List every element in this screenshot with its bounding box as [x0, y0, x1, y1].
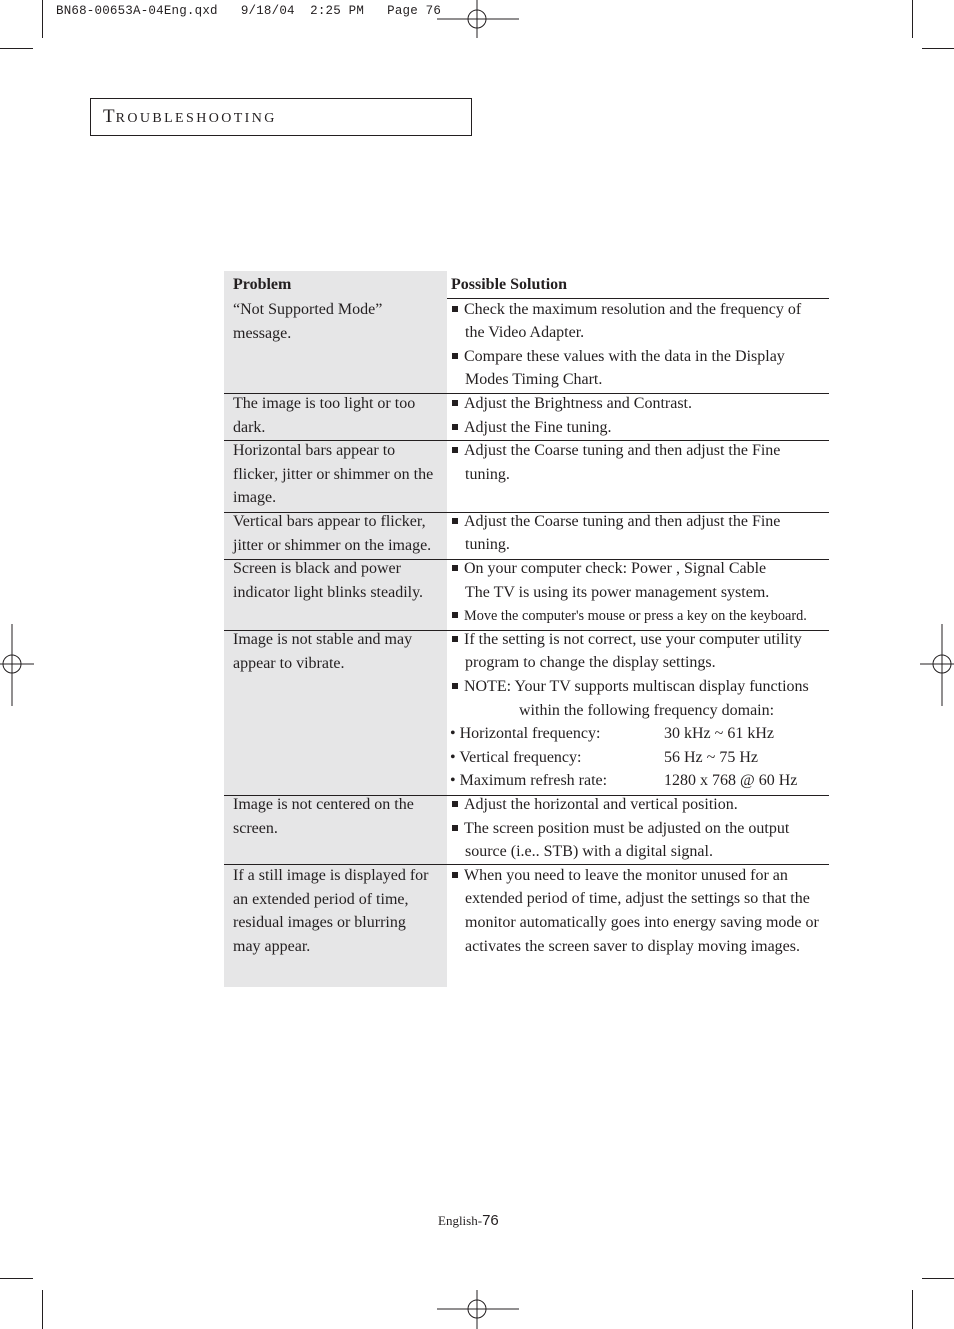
table-row-problem	[233, 628, 448, 675]
spec-value: 1280 x 768 @ 60 Hz	[664, 772, 798, 789]
solution-line: The screen position must be adjusted on the output	[452, 817, 789, 841]
column-header-solution: Possible Solution	[451, 276, 568, 293]
square-bullet-icon	[452, 447, 458, 453]
crop-mark-bottom-right-v	[912, 1290, 913, 1329]
solution-line: tuning.	[465, 466, 510, 483]
square-bullet-icon	[452, 565, 458, 571]
solution-line: Check the maximum resolution and the frequency of	[452, 298, 801, 322]
solution-line: Adjust the horizontal and vertical position.	[452, 793, 738, 817]
spec-label: • Vertical frequency:	[450, 749, 582, 766]
square-bullet-icon	[452, 683, 458, 689]
solution-line: extended period of time, adjust the settings so that the	[465, 890, 810, 907]
solution-line: Adjust the Coarse tuning and then adjust the Fine	[452, 510, 780, 534]
spec-label: • Maximum refresh rate:	[450, 772, 608, 789]
problem-line: flicker, jitter or shimmer on the	[233, 465, 434, 483]
problem-line: Image is not centered on the	[233, 796, 414, 813]
page-footer	[438, 1212, 499, 1229]
registration-mark-top-icon	[437, 0, 519, 38]
solution-line: tuning.	[465, 536, 510, 553]
solution-line: Modes Timing Chart.	[465, 371, 603, 388]
square-bullet-icon	[452, 612, 458, 618]
section-title	[103, 106, 277, 128]
column-header-problem: Problem	[233, 276, 292, 293]
footer-language: English-	[438, 1213, 483, 1228]
solution-line: If the setting is not correct, use your computer utility	[452, 628, 802, 652]
problem-line: Screen is black and power	[233, 560, 401, 577]
problem-line: appear to vibrate.	[233, 654, 345, 672]
solution-line: When you need to leave the monitor unused for an	[452, 864, 788, 888]
table-row-problem	[233, 510, 448, 557]
print-slug: BN68-00653A-04Eng.qxd 9/18/04 2:25 PM Page 76	[56, 4, 442, 18]
square-bullet-icon	[452, 872, 458, 878]
crop-mark-bottom-left-v	[42, 1290, 43, 1329]
square-bullet-icon	[452, 801, 458, 807]
table-row-problem	[233, 864, 448, 958]
solution-line: activates the screen saver to display moving images.	[465, 938, 801, 955]
problem-line: jitter or shimmer on the image.	[233, 536, 432, 554]
square-bullet-icon	[452, 825, 458, 831]
square-bullet-icon	[452, 306, 458, 312]
problem-line: residual images or blurring	[233, 914, 406, 931]
solution-line: within the following frequency domain:	[519, 702, 775, 719]
page-number: 76	[482, 1212, 499, 1229]
solution-line: Adjust the Fine tuning.	[452, 416, 612, 440]
problem-line: indicator light blinks steadily.	[233, 583, 424, 601]
solution-line: program to change the display settings.	[465, 654, 716, 671]
table-row-problem	[233, 392, 448, 439]
solution-line: the Video Adapter.	[465, 324, 585, 341]
crop-mark-top-left-h	[0, 48, 33, 49]
registration-mark-right-icon	[920, 624, 954, 706]
solution-line: source (i.e.. STB) with a digital signal.	[465, 843, 713, 860]
problem-line: image.	[233, 489, 277, 506]
crop-mark-top-right-v	[912, 0, 913, 38]
problem-line: The image is too light or too	[233, 395, 416, 412]
problem-line: dark.	[233, 418, 266, 436]
solution-line: Adjust the Coarse tuning and then adjust the Fine	[452, 439, 780, 463]
solution-line: monitor automatically goes into energy saving mode or	[465, 914, 819, 931]
solution-line: NOTE: Your TV supports multiscan display functions	[452, 675, 809, 699]
section-title-rest: ROUBLESHOOTING	[115, 111, 277, 126]
spec-label: • Horizontal frequency:	[450, 725, 601, 742]
problem-line: Image is not stable and may	[233, 631, 413, 648]
spec-value: 56 Hz ~ 75 Hz	[664, 749, 758, 766]
crop-mark-top-left-v	[42, 0, 43, 38]
square-bullet-icon	[452, 353, 458, 359]
table-row-problem	[233, 439, 448, 510]
square-bullet-icon	[452, 400, 458, 406]
crop-mark-bottom-left-h	[0, 1278, 33, 1279]
problem-line: Vertical bars appear to flicker,	[233, 513, 426, 530]
section-title-initial: T	[103, 106, 116, 127]
table-row-problem	[233, 793, 448, 840]
solution-line: The TV is using its power management system.	[465, 584, 770, 601]
square-bullet-icon	[452, 636, 458, 642]
crop-mark-top-right-h	[922, 48, 954, 49]
registration-mark-bottom-icon	[437, 1290, 519, 1329]
solution-line: On your computer check: Power , Signal Cable	[452, 557, 766, 581]
table-row-problem	[233, 298, 448, 345]
problem-line: Horizontal bars appear to	[233, 442, 396, 459]
problem-line: may appear.	[233, 937, 311, 955]
square-bullet-icon	[452, 518, 458, 524]
table-row-problem	[233, 557, 448, 604]
problem-line: an extended period of time,	[233, 890, 409, 908]
problem-line: If a still image is displayed for	[233, 867, 429, 884]
registration-mark-left-icon	[0, 624, 34, 706]
solution-line: Adjust the Brightness and Contrast.	[452, 392, 692, 416]
problem-line: screen.	[233, 819, 278, 837]
crop-mark-bottom-right-h	[922, 1278, 954, 1279]
solution-line: Compare these values with the data in the Display	[452, 345, 785, 369]
problem-line: “Not Supported Mode”	[233, 301, 383, 318]
spec-value: 30 kHz ~ 61 kHz	[664, 725, 774, 742]
problem-line: message.	[233, 324, 292, 342]
square-bullet-icon	[452, 424, 458, 430]
solution-line: Move the computer's mouse or press a key on the keyboard.	[452, 605, 807, 629]
